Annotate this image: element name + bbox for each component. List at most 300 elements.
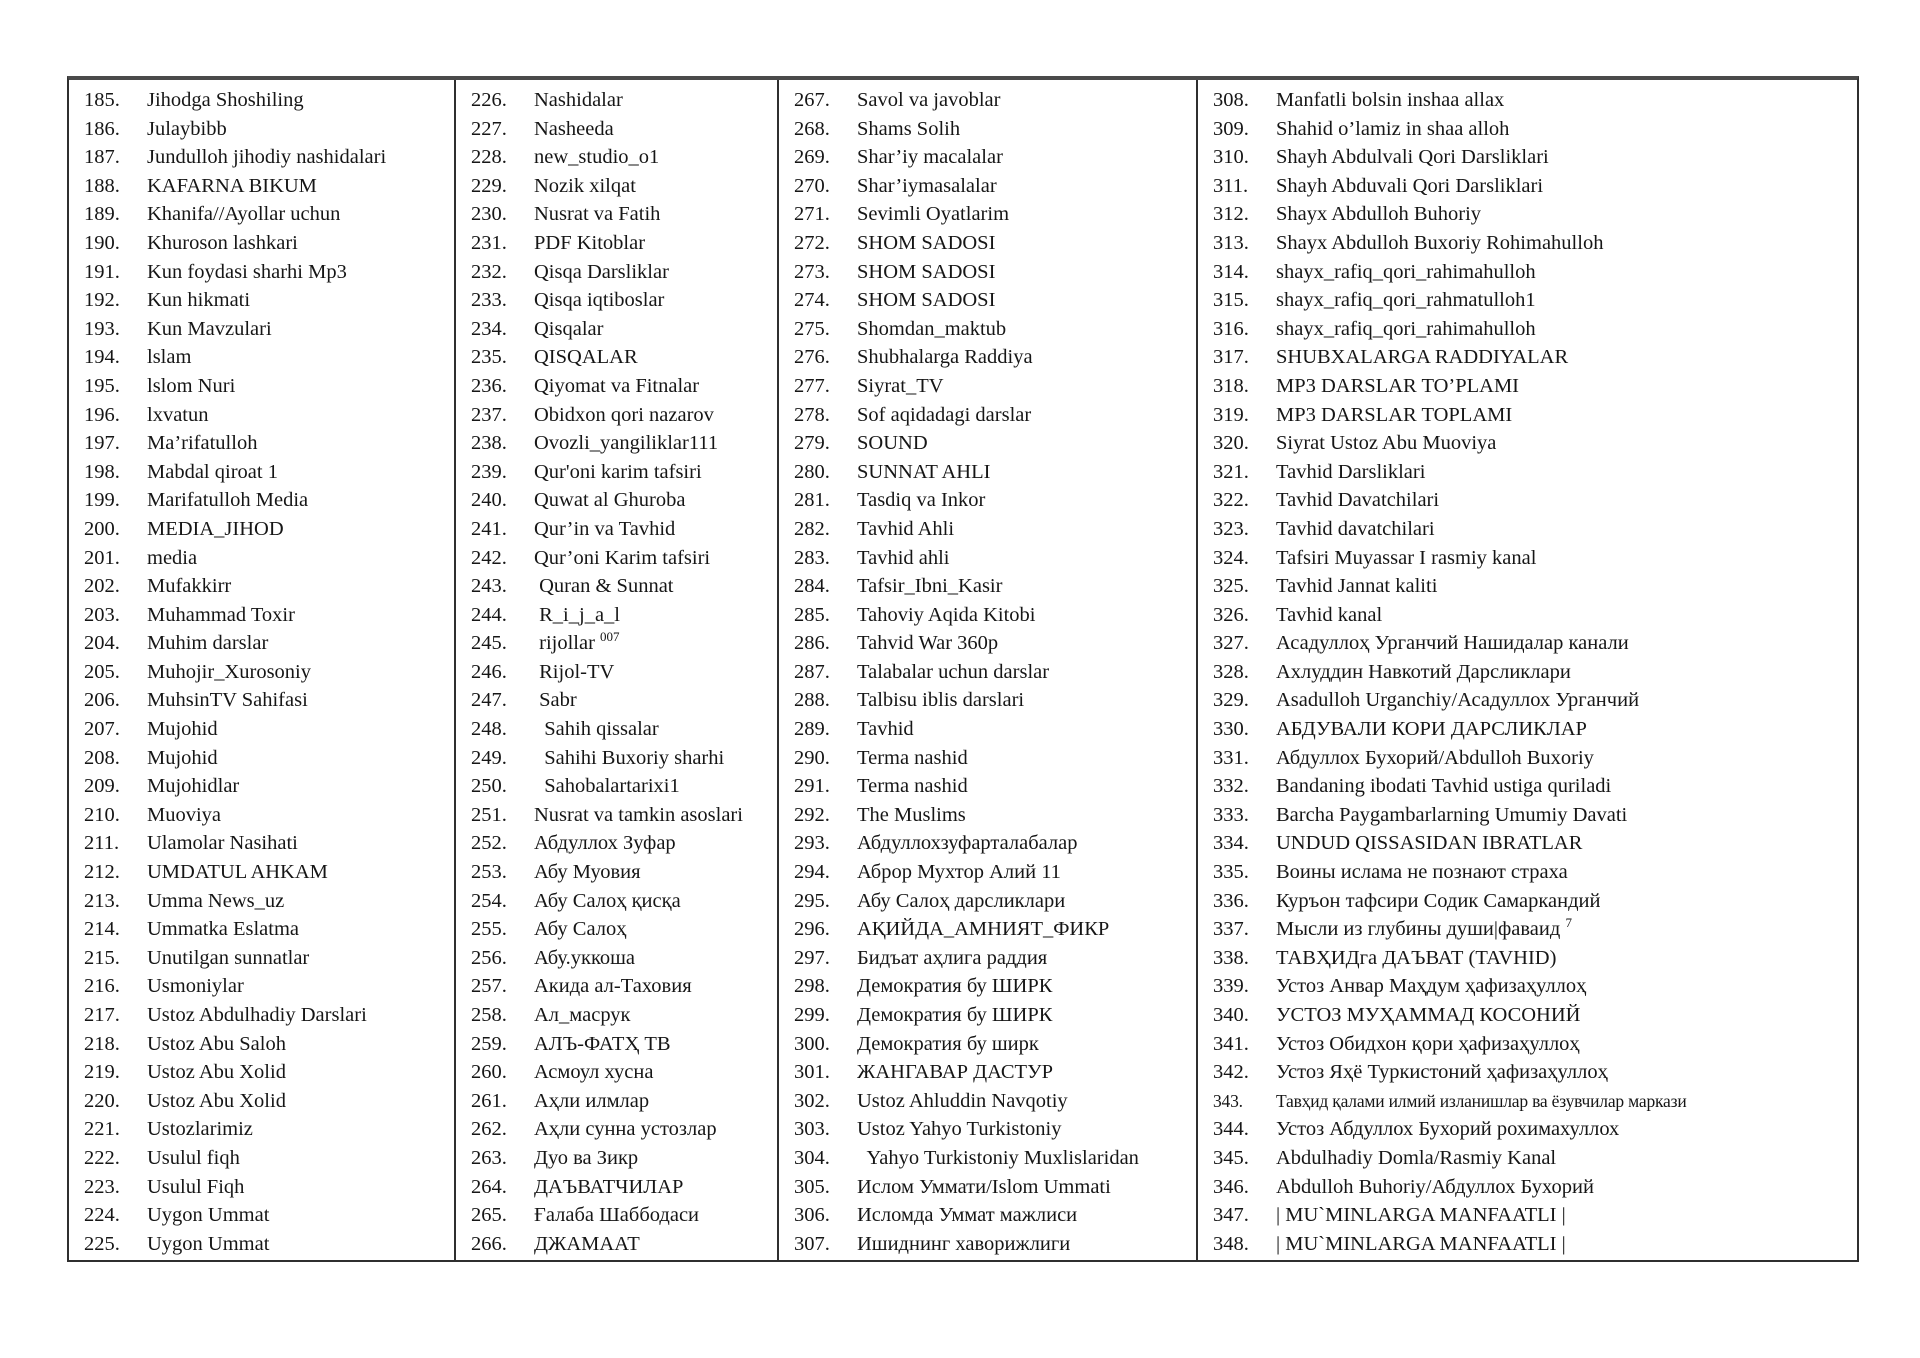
item-text: Nusrat va tamkin asoslari [534,803,743,826]
item-number: 214. [84,918,120,941]
item-number: 190. [84,231,120,254]
item-number: 258. [471,1004,507,1026]
item-number: 348. [1213,1232,1249,1255]
list-item [1213,658,1857,687]
item-text: Sahihi Buxoriy sharhi [534,746,725,769]
item-number: 324. [1213,546,1249,569]
list-item [471,458,777,487]
item-number: 297. [794,946,830,969]
item-number: 204. [84,632,120,655]
item-number: 242. [471,546,507,569]
list-item [471,1201,777,1230]
item-number: 322. [1213,489,1249,512]
item-number: 339. [1213,975,1249,998]
item-number: 334. [1213,832,1249,855]
item-number: 264. [471,1175,507,1198]
list-item [1213,1144,1857,1173]
item-text: Uygon Ummat [147,1232,270,1255]
item-text: Kun hikmati [147,289,251,312]
item-number: 191. [84,260,120,283]
item-number: 309. [1213,117,1249,140]
item-text: Ma’rifatulloh [147,432,258,455]
list-item [84,86,454,115]
list-item [471,801,777,830]
list-item [84,315,454,344]
list-item [84,829,454,858]
list-item [471,315,777,344]
list-item [794,658,1196,687]
item-text: lslam [147,346,192,369]
list-item [1213,772,1857,801]
list-item [471,601,777,630]
item-number: 317. [1213,346,1249,369]
list-item [794,858,1196,887]
item-number: 231. [471,231,507,254]
item-text: Barcha Paygambarlarning Umumiy Davati [1276,803,1628,826]
list-item [1213,1230,1857,1259]
list-item [1213,1058,1857,1087]
list-item [794,601,1196,630]
item-text: Shahid o’lamiz in shaa alloh [1276,117,1510,140]
item-text: Qur'oni karim tafsiri [534,460,702,483]
list-item [471,829,777,858]
item-number: 263. [471,1146,507,1169]
item-text: Shar’iy macalalar [857,146,1003,169]
item-number: 316. [1213,317,1249,340]
item-number: 314. [1213,260,1249,283]
list-item [1213,258,1857,287]
item-number: 269. [794,146,830,169]
item-number: 221. [84,1118,120,1141]
item-number: 207. [84,718,120,741]
item-text: ЖАНГАВАР ДАСТУР [857,1061,1053,1084]
item-number: 342. [1213,1061,1249,1084]
item-number: 249. [471,746,507,769]
item-number: 313. [1213,231,1249,254]
item-text: | MU`MINLARGA MANFAATLI | [1276,1232,1566,1255]
list-item [84,1030,454,1059]
item-text: Ислом Уммати/Islom Ummati [857,1175,1111,1198]
item-text: Ғалаба Шаббодаси [534,1204,700,1227]
list-item [84,658,454,687]
item-text: Дуо ва Зикр [534,1146,639,1169]
item-number: 323. [1213,517,1249,540]
item-number: 333. [1213,803,1249,826]
list-item [471,115,777,144]
item-text: SHOM SADOSI [857,289,996,312]
item-number: 271. [794,203,830,226]
item-text: Устоз Обидхон қори ҳафизаҳуллоҳ [1276,1032,1580,1055]
item-number: 307. [794,1232,830,1255]
item-number: 265. [471,1204,507,1227]
item-number: 288. [794,689,830,712]
list-item [471,629,777,658]
list-item [471,86,777,115]
item-number: 210. [84,803,120,826]
item-text: lslom Nuri [147,374,236,397]
item-number: 199. [84,489,120,512]
list-item [1213,429,1857,458]
item-number: 289. [794,718,830,741]
item-text: Julaybibb [147,117,227,140]
list-item [84,715,454,744]
item-number: 346. [1213,1175,1249,1198]
list-item [84,115,454,144]
list-item [84,1001,454,1030]
item-text: media [147,546,198,569]
item-text: Демократия бу ШИРК [857,1004,1053,1026]
list-item [1213,601,1857,630]
item-number: 194. [84,346,120,369]
list-item [1213,401,1857,430]
item-text: SOUND [857,432,928,455]
item-text: Tafsiri Muyassar I rasmiy kanal [1276,546,1537,569]
list-item [794,887,1196,916]
item-number: 244. [471,603,507,626]
list-item [471,1087,777,1116]
list-item [1213,1001,1857,1030]
item-text: Ulamolar Nasihati [147,832,298,855]
list-item [471,972,777,1001]
list-item [1213,744,1857,773]
item-text: Rijol-TV [534,660,615,683]
item-number: 259. [471,1032,507,1055]
item-text: Tavhid davatchilari [1276,517,1435,540]
list-item [471,258,777,287]
item-number: 186. [84,117,120,140]
list-item [794,315,1196,344]
list-item [1213,200,1857,229]
item-number: 283. [794,546,830,569]
list-item [84,258,454,287]
item-number: 250. [471,775,507,798]
item-text: Qisqa iqtiboslar [534,289,665,312]
item-text: Qur’in va Tavhid [534,517,676,540]
item-number: 287. [794,660,830,683]
item-text: Shayx Abdulloh Buxoriy Rohimahulloh [1276,231,1604,254]
item-number: 281. [794,489,830,512]
item-number: 185. [84,89,120,111]
item-number: 344. [1213,1118,1249,1141]
item-number: 299. [794,1004,830,1026]
item-number: 235. [471,346,507,369]
list-item [794,115,1196,144]
item-text: UMDATUL AHKAM [147,861,328,884]
item-text: Mufakkirr [147,575,232,598]
item-number: 233. [471,289,507,312]
item-number: 277. [794,374,830,397]
list-item [471,372,777,401]
list-item [84,372,454,401]
list-item [794,1230,1196,1259]
item-text: SHOM SADOSI [857,231,996,254]
item-number: 326. [1213,603,1249,626]
item-number: 347. [1213,1204,1249,1227]
item-text: Talabalar uchun darslar [857,660,1050,683]
list-item [471,172,777,201]
item-number: 275. [794,317,830,340]
list-item [1213,572,1857,601]
list-item [84,887,454,916]
list-item [84,944,454,973]
item-number: 240. [471,489,507,512]
list-item [1213,715,1857,744]
item-text: Qur’oni Karim tafsiri [534,546,711,569]
item-text: Ustoz Abdulhadiy Darslari [147,1004,367,1026]
item-text: УСТОЗ МУҲАММАД КОСОНИЙ [1276,1004,1581,1026]
item-text: Абу Салоҳ [534,918,627,941]
item-text: Usmoniylar [147,975,244,998]
item-number: 336. [1213,889,1249,912]
list-item [794,286,1196,315]
item-text: Ustoz Abu Saloh [147,1032,286,1055]
item-text: АҚИЙДА_АМНИЯТ_ФИКР [857,918,1110,941]
list-item [1213,972,1857,1001]
item-text: Muhim darslar [147,632,269,655]
list-item [1213,343,1857,372]
list-item [84,544,454,573]
item-text: shayx_rafiq_qori_rahmatulloh1 [1276,289,1536,312]
list-item [794,1173,1196,1202]
item-text: Устоз Яҳё Туркистоний ҳафизаҳуллоҳ [1276,1061,1608,1084]
list-item [471,686,777,715]
item-text: АБДУВАЛИ КОРИ ДАРСЛИКЛАР [1276,718,1587,741]
list-item [794,515,1196,544]
item-text: Kun Mavzulari [147,317,272,340]
item-text: Tavhid Ahli [857,517,955,540]
list-item [471,1001,777,1030]
item-number: 272. [794,231,830,254]
item-text: Abdulloh Buhoriy/Абдуллох Бухорий [1276,1175,1594,1198]
list-item [471,858,777,887]
item-text: Shomdan_maktub [857,317,1007,340]
list-item [84,200,454,229]
list-item [84,601,454,630]
item-number: 278. [794,403,830,426]
item-text: Nashidalar [534,89,623,111]
item-text: Yahyo Turkistoniy Muxlislaridan [857,1146,1139,1169]
list-item [84,858,454,887]
list-item [471,744,777,773]
list-item [471,572,777,601]
item-number: 219. [84,1061,120,1084]
item-number: 268. [794,117,830,140]
item-text: Демократия бу ширк [857,1032,1039,1055]
item-number: 321. [1213,460,1249,483]
item-text: ТАВҲИДга ДАЪВАТ (TAVHID) [1276,946,1557,969]
list-item [471,401,777,430]
item-text: Ovozli_yangiliklar111 [534,432,719,455]
item-text: Uygon Ummat [147,1204,270,1227]
list-item [1213,1087,1857,1116]
item-text: Qisqa Darsliklar [534,260,669,283]
item-number: 246. [471,660,507,683]
list-item [794,544,1196,573]
list-item [84,686,454,715]
list-item [84,458,454,487]
item-number: 304. [794,1146,830,1169]
item-number: 273. [794,260,830,283]
item-text: Terma nashid [857,746,968,769]
list-item [84,343,454,372]
item-number: 211. [84,832,120,855]
item-text: Tavhid Darsliklari [1276,460,1426,483]
list-item [471,1115,777,1144]
item-number: 338. [1213,946,1249,969]
item-number: 327. [1213,632,1249,655]
item-text: Акида ал-Таховия [534,975,692,998]
item-text: Куръон тафсири Содик Самаркандий [1276,889,1601,912]
item-number: 217. [84,1004,120,1026]
item-text: Исломда Уммат мажлиси [857,1204,1078,1227]
item-number: 195. [84,374,120,397]
item-text: Shar’iymasalalar [857,174,997,197]
list-item [471,1144,777,1173]
item-text: R_i_j_a_l [534,603,620,626]
list-item [84,229,454,258]
item-number: 300. [794,1032,830,1055]
list-item [794,172,1196,201]
item-number: 213. [84,889,120,912]
list-item [794,429,1196,458]
item-text: Siyrat_TV [857,374,944,397]
item-text: Тавҳид қалами илмий изланишлар ва ёзувчилар маркази [1276,1090,1687,1111]
item-text: PDF Kitoblar [534,231,646,254]
item-text: Obidxon qori nazarov [534,403,714,426]
item-text: Muhammad Toxir [147,603,295,626]
item-text: new_studio_o1 [534,146,660,169]
item-text: Asadulloh Urganchiy/Асадуллох Урганчий [1276,689,1640,712]
item-number: 285. [794,603,830,626]
list-item [471,1058,777,1087]
item-text: MP3 DARSLAR TO’PLAMI [1276,374,1520,397]
list-item [1213,1173,1857,1202]
item-number: 239. [471,460,507,483]
item-text: Tasdiq va Inkor [857,489,986,512]
item-number: 208. [84,746,120,769]
list-item [84,486,454,515]
item-number: 202. [84,575,120,598]
list-item [471,486,777,515]
item-text: Бидъат аҳлига раддия [857,946,1048,969]
item-number: 227. [471,117,507,140]
item-text: Sabr [534,689,577,712]
item-text: Ustoz Abu Xolid [147,1061,286,1084]
list-item [84,1173,454,1202]
item-number: 284. [794,575,830,598]
item-number: 325. [1213,575,1249,598]
item-number: 329. [1213,689,1249,712]
item-number: 229. [471,174,507,197]
item-number: 248. [471,718,507,741]
item-number: 260. [471,1061,507,1084]
item-text: Muoviya [147,803,222,826]
item-text: Демократия бу ШИРК [857,975,1053,998]
item-text: Shayh Abdulvali Qori Darsliklari [1276,146,1549,169]
item-text: Quwat al Ghuroba [534,489,686,512]
item-text: Shubhalarga Raddiya [857,346,1033,369]
item-number: 295. [794,889,830,912]
list-item [794,200,1196,229]
item-text: Абдуллох Бухорий/Abdulloh Buxoriy [1276,746,1594,769]
list-item [1213,515,1857,544]
item-number: 237. [471,403,507,426]
item-number: 257. [471,975,507,998]
item-number: 306. [794,1204,830,1227]
list-item [84,1058,454,1087]
list-item [471,715,777,744]
item-number: 254. [471,889,507,912]
item-number: 224. [84,1204,120,1227]
item-number: 320. [1213,432,1249,455]
item-text: Nozik xilqat [534,174,636,197]
list-item [794,829,1196,858]
item-number: 341. [1213,1032,1249,1055]
item-text: Muhojir_Xurosoniy [147,660,311,683]
item-text: Umma News_uz [147,889,285,912]
list-item [471,200,777,229]
item-text: SHOM SADOSI [857,260,996,283]
item-text: Usulul fiqh [147,1146,240,1169]
item-superscript: 7 [1565,915,1572,931]
item-number: 209. [84,775,120,798]
list-item [1213,229,1857,258]
item-text: Shams Solih [857,117,961,140]
item-text: Ахлуддин Навкотий Дарсликлари [1276,660,1571,683]
list-item [471,944,777,973]
item-text: QISQALAR [534,346,638,369]
item-number: 215. [84,946,120,969]
item-text: Abdulhadiy Domla/Rasmiy Kanal [1276,1146,1557,1169]
item-text: Mujohid [147,746,218,769]
item-number: 345. [1213,1146,1249,1169]
item-text: Savol va javoblar [857,89,1001,111]
item-number: 222. [84,1146,120,1169]
item-text: Tafsir_Ibni_Kasir [857,575,1003,598]
item-text: SHUBXALARGA RADDIYALAR [1276,346,1569,369]
list-item [794,715,1196,744]
list-item [794,1115,1196,1144]
list-item [471,343,777,372]
item-text: ДЖАМААТ [534,1232,640,1255]
list-item [1213,887,1857,916]
table-column-3 [777,80,1196,1260]
item-text: Tavhid Davatchilari [1276,489,1440,512]
list-item [84,1115,454,1144]
item-text: Sahobalartarixi1 [534,775,680,798]
item-text: Ummatka Eslatma [147,918,299,941]
item-number: 335. [1213,861,1249,884]
list-item [794,772,1196,801]
item-text: Ustoz Ahluddin Navqotiy [857,1089,1068,1112]
list-item [471,887,777,916]
item-text: Аҳли илмлар [534,1089,650,1112]
item-text: rijollar [534,632,601,655]
item-number: 236. [471,374,507,397]
list-item [471,915,777,944]
list-item [794,744,1196,773]
list-item [84,515,454,544]
item-number: 188. [84,174,120,197]
list-item [794,86,1196,115]
list-item [794,1030,1196,1059]
item-number: 308. [1213,89,1249,111]
list-item [794,944,1196,973]
list-item [794,258,1196,287]
item-text: Unutilgan sunnatlar [147,946,310,969]
item-number: 241. [471,517,507,540]
item-number: 332. [1213,775,1249,798]
